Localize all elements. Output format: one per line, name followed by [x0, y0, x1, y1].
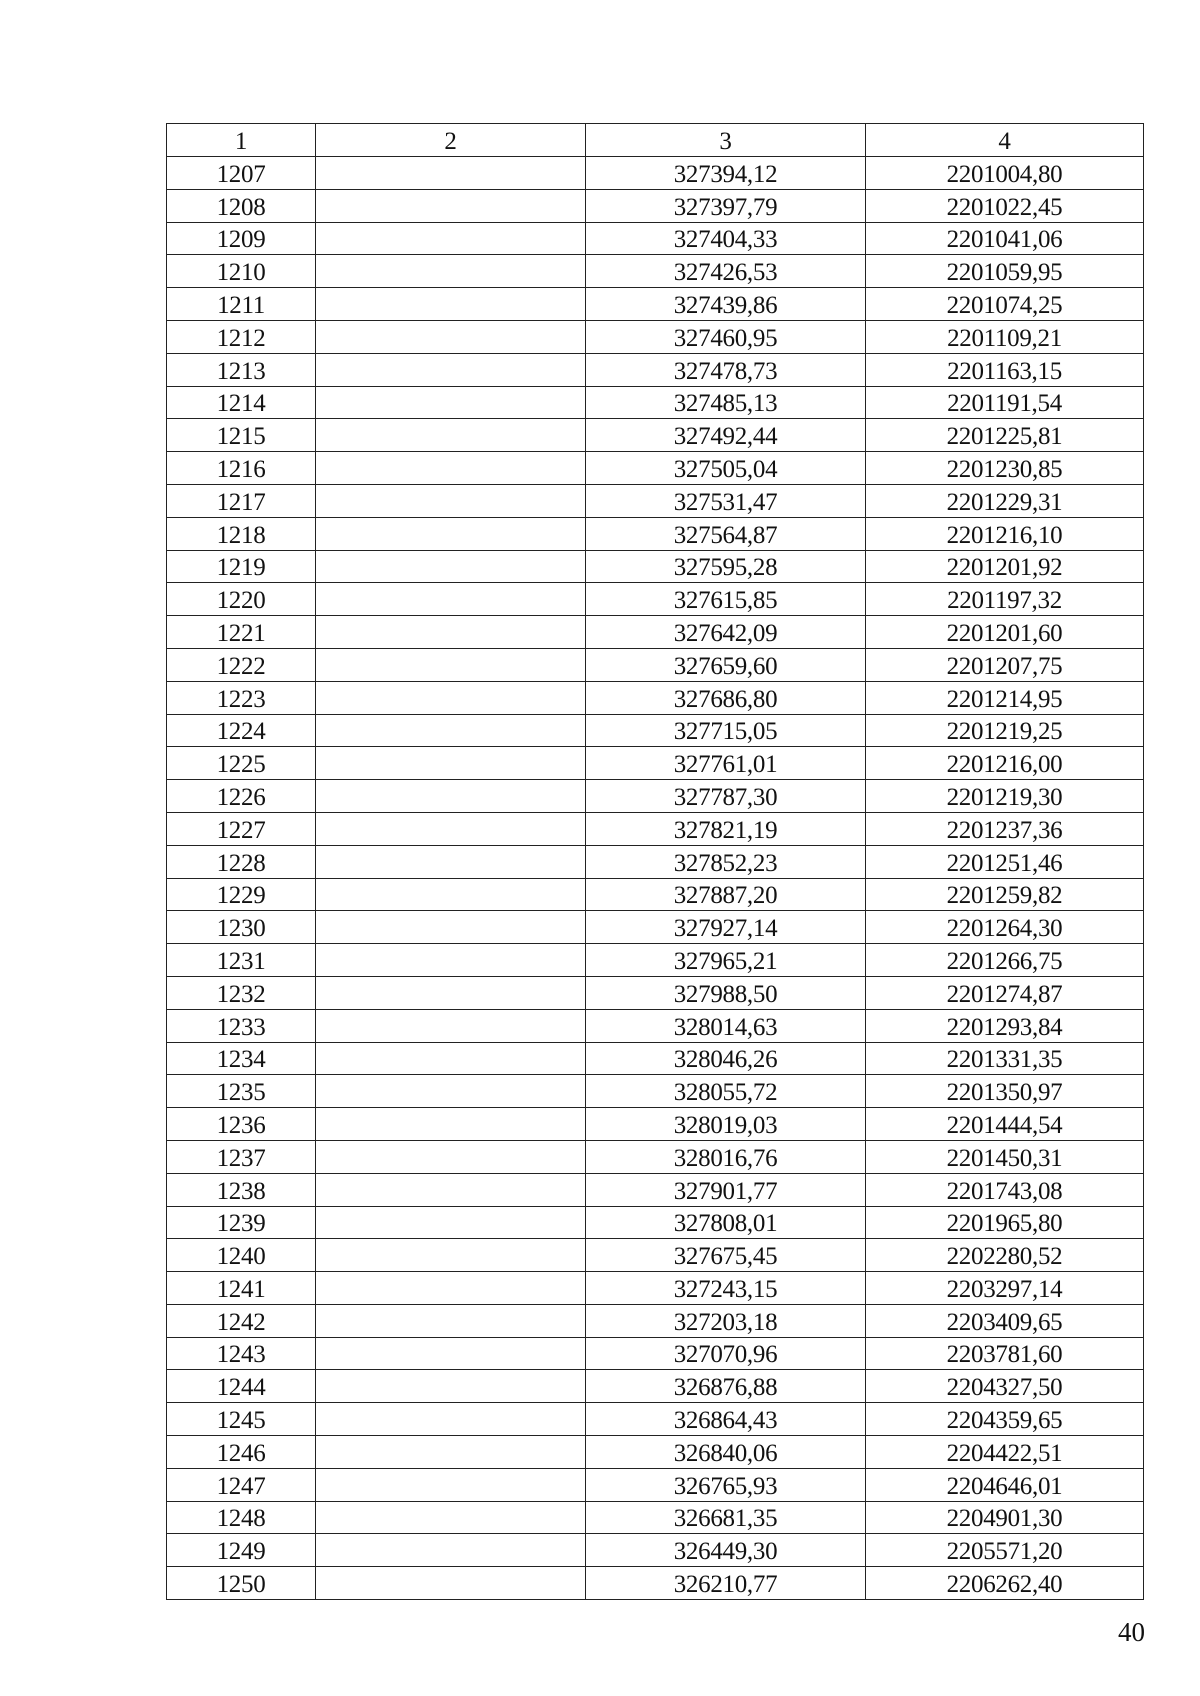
y-coordinate-cell: 2201109,21 [866, 320, 1144, 353]
x-coordinate-cell: 326449,30 [586, 1534, 866, 1567]
y-coordinate-cell: 2201216,00 [866, 747, 1144, 780]
x-coordinate-cell: 326840,06 [586, 1436, 866, 1469]
empty-cell [316, 878, 586, 911]
empty-cell [316, 1173, 586, 1206]
point-number-cell: 1225 [167, 747, 316, 780]
point-number-cell: 1208 [167, 189, 316, 222]
empty-cell [316, 944, 586, 977]
table-row [167, 1304, 1144, 1337]
point-number-cell: 1232 [167, 976, 316, 1009]
y-coordinate-cell: 2201350,97 [866, 1075, 1144, 1108]
x-coordinate-cell: 327505,04 [586, 452, 866, 485]
coordinates-table [166, 123, 1144, 1600]
table-row [167, 1567, 1144, 1600]
y-coordinate-cell: 2205571,20 [866, 1534, 1144, 1567]
y-coordinate-cell: 2201074,25 [866, 288, 1144, 321]
point-number-cell: 1250 [167, 1567, 316, 1600]
x-coordinate-cell: 327485,13 [586, 386, 866, 419]
x-coordinate-cell: 326765,93 [586, 1468, 866, 1501]
table-row [167, 714, 1144, 747]
x-coordinate-cell: 327821,19 [586, 812, 866, 845]
point-number-cell: 1245 [167, 1403, 316, 1436]
point-number-cell: 1241 [167, 1272, 316, 1305]
y-coordinate-cell: 2201197,32 [866, 583, 1144, 616]
empty-cell [316, 812, 586, 845]
table-row [167, 1403, 1144, 1436]
table-row [167, 1206, 1144, 1239]
x-coordinate-cell: 327460,95 [586, 320, 866, 353]
table-row [167, 681, 1144, 714]
table-row [167, 1534, 1144, 1567]
x-coordinate-cell: 327659,60 [586, 648, 866, 681]
table-row [167, 648, 1144, 681]
point-number-cell: 1237 [167, 1140, 316, 1173]
empty-cell [316, 976, 586, 1009]
point-number-cell: 1224 [167, 714, 316, 747]
header-row [167, 124, 1144, 157]
empty-cell [316, 845, 586, 878]
empty-cell [316, 747, 586, 780]
table-row [167, 1501, 1144, 1534]
point-number-cell: 1231 [167, 944, 316, 977]
empty-cell [316, 1140, 586, 1173]
empty-cell [316, 714, 586, 747]
empty-cell [316, 583, 586, 616]
point-number-cell: 1214 [167, 386, 316, 419]
table-row [167, 222, 1144, 255]
y-coordinate-cell: 2204901,30 [866, 1501, 1144, 1534]
x-coordinate-cell: 327901,77 [586, 1173, 866, 1206]
x-coordinate-cell: 327675,45 [586, 1239, 866, 1272]
empty-cell [316, 157, 586, 190]
table-row [167, 616, 1144, 649]
y-coordinate-cell: 2201230,85 [866, 452, 1144, 485]
table-row [167, 1042, 1144, 1075]
y-coordinate-cell: 2201022,45 [866, 189, 1144, 222]
table-row [167, 583, 1144, 616]
y-coordinate-cell: 2201201,60 [866, 616, 1144, 649]
table-row [167, 1436, 1144, 1469]
point-number-cell: 1243 [167, 1337, 316, 1370]
table-row [167, 845, 1144, 878]
empty-cell [316, 1272, 586, 1305]
y-coordinate-cell: 2201237,36 [866, 812, 1144, 845]
table-row [167, 1239, 1144, 1272]
table-row [167, 747, 1144, 780]
point-number-cell: 1247 [167, 1468, 316, 1501]
empty-cell [316, 1337, 586, 1370]
x-coordinate-cell: 328046,26 [586, 1042, 866, 1075]
point-number-cell: 1221 [167, 616, 316, 649]
table-row [167, 878, 1144, 911]
point-number-cell: 1248 [167, 1501, 316, 1534]
x-coordinate-cell: 327927,14 [586, 911, 866, 944]
table-row [167, 419, 1144, 452]
x-coordinate-cell: 327564,87 [586, 517, 866, 550]
point-number-cell: 1227 [167, 812, 316, 845]
y-coordinate-cell: 2201274,87 [866, 976, 1144, 1009]
x-coordinate-cell: 328014,63 [586, 1009, 866, 1042]
y-coordinate-cell: 2204646,01 [866, 1468, 1144, 1501]
x-coordinate-cell: 327531,47 [586, 484, 866, 517]
empty-cell [316, 353, 586, 386]
point-number-cell: 1249 [167, 1534, 316, 1567]
empty-cell [316, 681, 586, 714]
table-row [167, 1140, 1144, 1173]
point-number-cell: 1229 [167, 878, 316, 911]
empty-cell [316, 1009, 586, 1042]
y-coordinate-cell: 2201201,92 [866, 550, 1144, 583]
point-number-cell: 1207 [167, 157, 316, 190]
y-coordinate-cell: 2201331,35 [866, 1042, 1144, 1075]
y-coordinate-cell: 2201207,75 [866, 648, 1144, 681]
empty-cell [316, 1468, 586, 1501]
y-coordinate-cell: 2204422,51 [866, 1436, 1144, 1469]
empty-cell [316, 1403, 586, 1436]
table-row [167, 1173, 1144, 1206]
y-coordinate-cell: 2201059,95 [866, 255, 1144, 288]
y-coordinate-cell: 2201965,80 [866, 1206, 1144, 1239]
point-number-cell: 1220 [167, 583, 316, 616]
empty-cell [316, 189, 586, 222]
point-number-cell: 1223 [167, 681, 316, 714]
y-coordinate-cell: 2201219,30 [866, 780, 1144, 813]
y-coordinate-cell: 2206262,40 [866, 1567, 1144, 1600]
point-number-cell: 1234 [167, 1042, 316, 1075]
table-row [167, 288, 1144, 321]
x-coordinate-cell: 326210,77 [586, 1567, 866, 1600]
point-number-cell: 1213 [167, 353, 316, 386]
empty-cell [316, 1075, 586, 1108]
x-coordinate-cell: 327615,85 [586, 583, 866, 616]
x-coordinate-cell: 328055,72 [586, 1075, 866, 1108]
empty-cell [316, 484, 586, 517]
point-number-cell: 1218 [167, 517, 316, 550]
point-number-cell: 1246 [167, 1436, 316, 1469]
x-coordinate-cell: 327686,80 [586, 681, 866, 714]
y-coordinate-cell: 2201216,10 [866, 517, 1144, 550]
point-number-cell: 1216 [167, 452, 316, 485]
point-number-cell: 1240 [167, 1239, 316, 1272]
empty-cell [316, 1370, 586, 1403]
y-coordinate-cell: 2202280,52 [866, 1239, 1144, 1272]
table-body [167, 157, 1144, 1600]
point-number-cell: 1217 [167, 484, 316, 517]
y-coordinate-cell: 2201264,30 [866, 911, 1144, 944]
column-header-1: 1 [167, 124, 316, 157]
table-row [167, 1108, 1144, 1141]
empty-cell [316, 1042, 586, 1075]
y-coordinate-cell: 2201450,31 [866, 1140, 1144, 1173]
point-number-cell: 1238 [167, 1173, 316, 1206]
x-coordinate-cell: 327478,73 [586, 353, 866, 386]
point-number-cell: 1219 [167, 550, 316, 583]
y-coordinate-cell: 2201191,54 [866, 386, 1144, 419]
y-coordinate-cell: 2201251,46 [866, 845, 1144, 878]
y-coordinate-cell: 2201743,08 [866, 1173, 1144, 1206]
table-row [167, 944, 1144, 977]
point-number-cell: 1236 [167, 1108, 316, 1141]
table-row [167, 780, 1144, 813]
empty-cell [316, 222, 586, 255]
point-number-cell: 1215 [167, 419, 316, 452]
x-coordinate-cell: 326681,35 [586, 1501, 866, 1534]
point-number-cell: 1230 [167, 911, 316, 944]
empty-cell [316, 1436, 586, 1469]
column-header-4: 4 [866, 124, 1144, 157]
y-coordinate-cell: 2203409,65 [866, 1304, 1144, 1337]
y-coordinate-cell: 2203781,60 [866, 1337, 1144, 1370]
x-coordinate-cell: 327761,01 [586, 747, 866, 780]
table-row [167, 1272, 1144, 1305]
y-coordinate-cell: 2204327,50 [866, 1370, 1144, 1403]
point-number-cell: 1244 [167, 1370, 316, 1403]
column-header-2: 2 [316, 124, 586, 157]
y-coordinate-cell: 2204359,65 [866, 1403, 1144, 1436]
empty-cell [316, 1239, 586, 1272]
table-row [167, 976, 1144, 1009]
point-number-cell: 1242 [167, 1304, 316, 1337]
table-row [167, 1370, 1144, 1403]
point-number-cell: 1233 [167, 1009, 316, 1042]
table-row [167, 189, 1144, 222]
y-coordinate-cell: 2201219,25 [866, 714, 1144, 747]
empty-cell [316, 648, 586, 681]
y-coordinate-cell: 2201225,81 [866, 419, 1144, 452]
x-coordinate-cell: 328019,03 [586, 1108, 866, 1141]
empty-cell [316, 288, 586, 321]
table-row [167, 386, 1144, 419]
table-row [167, 353, 1144, 386]
x-coordinate-cell: 327070,96 [586, 1337, 866, 1370]
empty-cell [316, 452, 586, 485]
table-row [167, 550, 1144, 583]
point-number-cell: 1222 [167, 648, 316, 681]
x-coordinate-cell: 327988,50 [586, 976, 866, 1009]
empty-cell [316, 780, 586, 813]
table-row [167, 812, 1144, 845]
empty-cell [316, 320, 586, 353]
x-coordinate-cell: 327426,53 [586, 255, 866, 288]
table-row [167, 452, 1144, 485]
x-coordinate-cell: 327439,86 [586, 288, 866, 321]
empty-cell [316, 419, 586, 452]
x-coordinate-cell: 326864,43 [586, 1403, 866, 1436]
table-row [167, 484, 1144, 517]
y-coordinate-cell: 2203297,14 [866, 1272, 1144, 1305]
point-number-cell: 1210 [167, 255, 316, 288]
point-number-cell: 1239 [167, 1206, 316, 1239]
point-number-cell: 1211 [167, 288, 316, 321]
y-coordinate-cell: 2201444,54 [866, 1108, 1144, 1141]
table-row [167, 157, 1144, 190]
x-coordinate-cell: 327852,23 [586, 845, 866, 878]
column-header-3: 3 [586, 124, 866, 157]
empty-cell [316, 1567, 586, 1600]
empty-cell [316, 1108, 586, 1141]
y-coordinate-cell: 2201229,31 [866, 484, 1144, 517]
x-coordinate-cell: 327787,30 [586, 780, 866, 813]
empty-cell [316, 386, 586, 419]
y-coordinate-cell: 2201266,75 [866, 944, 1144, 977]
x-coordinate-cell: 327203,18 [586, 1304, 866, 1337]
point-number-cell: 1228 [167, 845, 316, 878]
page-number: 40 [1118, 1617, 1145, 1647]
point-number-cell: 1235 [167, 1075, 316, 1108]
table-row [167, 1468, 1144, 1501]
x-coordinate-cell: 327715,05 [586, 714, 866, 747]
y-coordinate-cell: 2201163,15 [866, 353, 1144, 386]
x-coordinate-cell: 327808,01 [586, 1206, 866, 1239]
x-coordinate-cell: 327492,44 [586, 419, 866, 452]
point-number-cell: 1212 [167, 320, 316, 353]
x-coordinate-cell: 327243,15 [586, 1272, 866, 1305]
table-row [167, 517, 1144, 550]
empty-cell [316, 550, 586, 583]
x-coordinate-cell: 327404,33 [586, 222, 866, 255]
table-header [167, 124, 1144, 157]
y-coordinate-cell: 2201041,06 [866, 222, 1144, 255]
empty-cell [316, 255, 586, 288]
empty-cell [316, 616, 586, 649]
empty-cell [316, 1304, 586, 1337]
point-number-cell: 1226 [167, 780, 316, 813]
x-coordinate-cell: 326876,88 [586, 1370, 866, 1403]
empty-cell [316, 1206, 586, 1239]
empty-cell [316, 1534, 586, 1567]
y-coordinate-cell: 2201259,82 [866, 878, 1144, 911]
y-coordinate-cell: 2201004,80 [866, 157, 1144, 190]
y-coordinate-cell: 2201214,95 [866, 681, 1144, 714]
x-coordinate-cell: 327595,28 [586, 550, 866, 583]
empty-cell [316, 517, 586, 550]
table-row [167, 320, 1144, 353]
point-number-cell: 1209 [167, 222, 316, 255]
table-row [167, 1337, 1144, 1370]
table-row [167, 911, 1144, 944]
empty-cell [316, 1501, 586, 1534]
table-row [167, 255, 1144, 288]
x-coordinate-cell: 327642,09 [586, 616, 866, 649]
table-row [167, 1075, 1144, 1108]
empty-cell [316, 911, 586, 944]
x-coordinate-cell: 327394,12 [586, 157, 866, 190]
table-row [167, 1009, 1144, 1042]
x-coordinate-cell: 327887,20 [586, 878, 866, 911]
y-coordinate-cell: 2201293,84 [866, 1009, 1144, 1042]
x-coordinate-cell: 327965,21 [586, 944, 866, 977]
x-coordinate-cell: 327397,79 [586, 189, 866, 222]
x-coordinate-cell: 328016,76 [586, 1140, 866, 1173]
